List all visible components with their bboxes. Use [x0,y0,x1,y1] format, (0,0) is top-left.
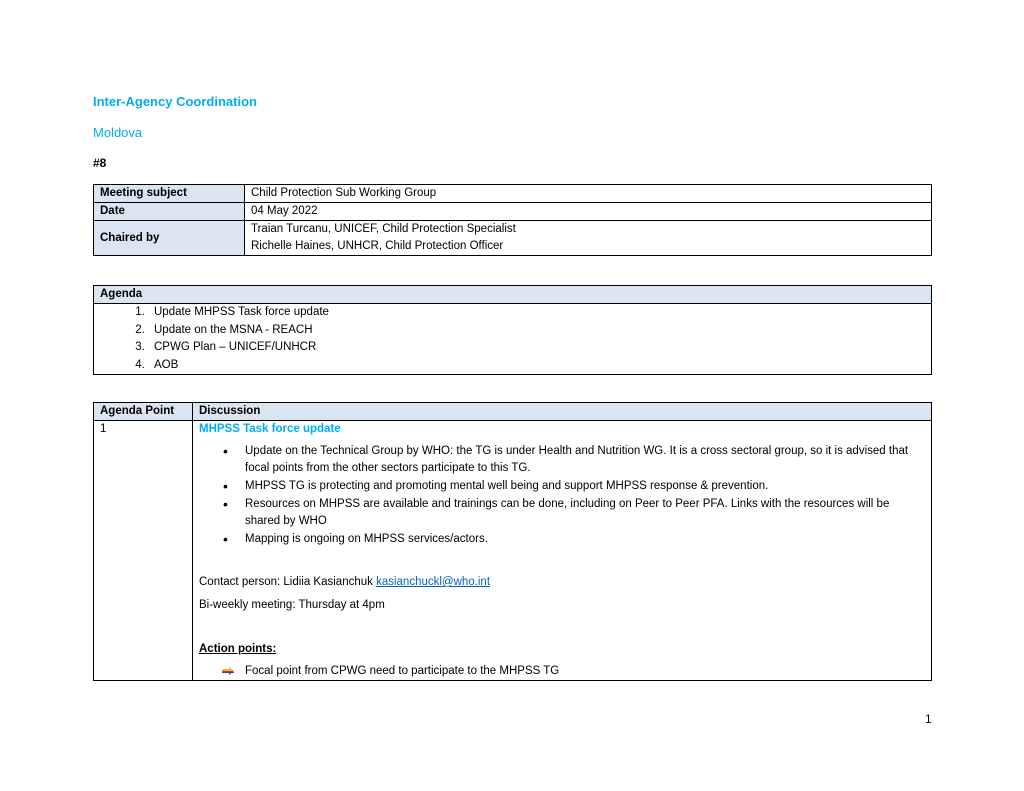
meeting-schedule: Bi-weekly meeting: Thursday at 4pm [199,599,385,611]
agenda-list [100,304,925,374]
chaired-value [245,221,932,256]
discussion-table [93,402,932,681]
document-title: Inter-Agency Coordination [93,94,257,109]
contact-text: Contact person: Lidiia Kasianchuk [199,576,377,588]
section-title: MHPSS Task force update [199,423,341,435]
discussion-bullets [199,443,925,548]
contact-email-link[interactable]: kasianchuckl@who.int [376,576,491,588]
agenda-heading: Agenda [94,286,932,304]
table-row [94,185,932,203]
meeting-number: #8 [93,156,107,170]
agenda-table [93,285,932,375]
table-row [94,203,932,221]
meeting-info-table [93,184,932,256]
chair-line: Traian Turcanu, UNICEF, Child Protection Specialist [251,223,516,235]
agenda-point-header: Agenda Point [94,403,193,421]
table-row [94,304,932,375]
action-points-heading: Action points: [199,643,277,655]
country-subtitle: Moldova [93,125,143,140]
agenda-item: 3. CPWG Plan – UNICEF/UNHCR [148,339,925,357]
discussion-cell [193,421,932,681]
bullet-item: • Update on the Technical Group by WHO: the TG is under Health and Nutrition WG. It is a cross sectoral group, so it is advised that focal points from the other sectors participate to this TG. [245,443,925,477]
action-item-text: Focal point from CPWG need to participate to the MHPSS TG [245,665,560,677]
date-value: 04 May 2022 [245,203,932,221]
agenda-item: 2. Update on the MSNA - REACH [148,322,925,340]
action-item [199,663,925,680]
subject-value: Child Protection Sub Working Group [245,185,932,203]
subject-label: Meeting subject [94,185,245,203]
bullet-item: • Resources on MHPSS are available and trainings can be done, including on Peer to Peer PFA. Links with the resources will be shared by WHO [245,496,925,530]
agenda-item: 4. AOB [148,357,925,375]
page-number: 1 [925,712,932,726]
discussion-header: Discussion [193,403,932,421]
chair-line: Richelle Haines, UNHCR, Child Protection Officer [251,240,504,252]
agenda-items-cell [94,304,932,375]
chaired-label: Chaired by [94,221,245,256]
contact-line [199,574,925,591]
table-row [94,421,932,681]
bullet-item: • MHPSS TG is protecting and promoting mental well being and support MHPSS response & prevention. [245,478,925,495]
table-row [94,403,932,421]
bullet-item: • Mapping is ongoing on MHPSS services/actors. [245,531,925,548]
date-label: Date [94,203,245,221]
table-row [94,221,932,256]
agenda-point-number: 1 [94,421,193,681]
agenda-item: 1. Update MHPSS Task force update [148,304,925,322]
table-row [94,286,932,304]
arrow-bullet-icon [222,667,234,675]
